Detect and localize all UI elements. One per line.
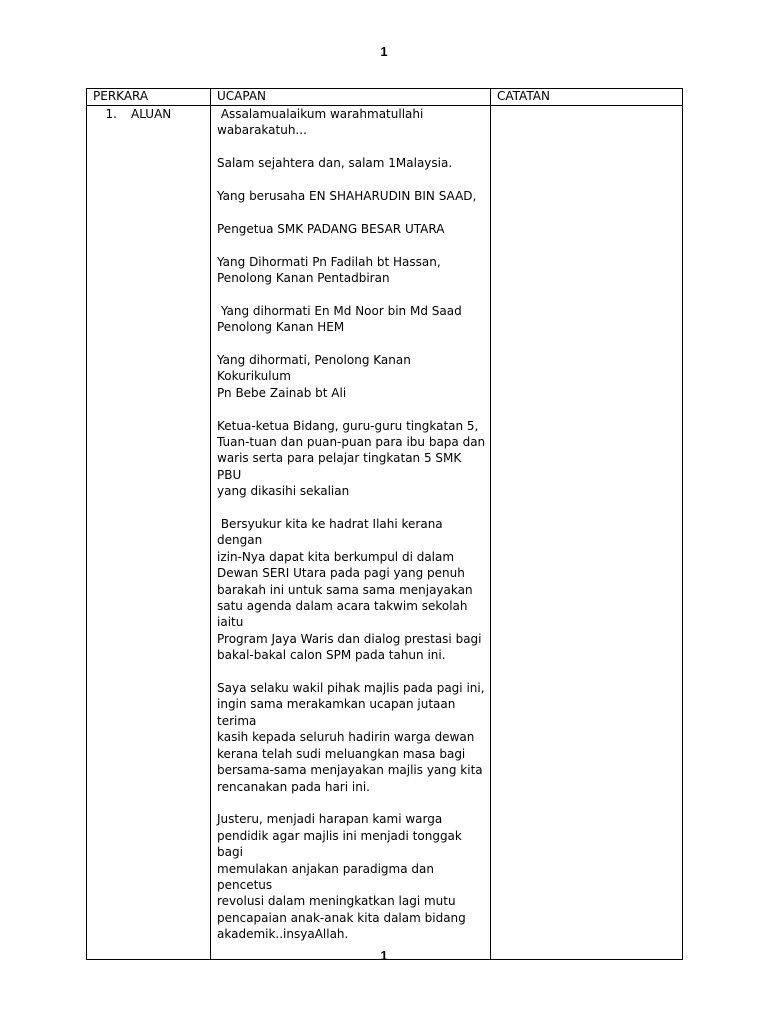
page-number-bottom: 1: [380, 948, 388, 963]
perkara-cell: [87, 106, 211, 960]
page-number-top: 1: [380, 44, 388, 59]
item-number: 1.: [105, 107, 117, 121]
header-perkara: PERKARA: [87, 89, 211, 106]
speech-paragraph: Saya selaku wakil pihak majlis pada pagi ini, ingin sama merakamkan ucapan jutaan terima kasih kepada seluruh hadirin warga dewan kerana telah sudi meluangkan masa bagi bersama-sama menjayakan majlis yang kita rencanakan pada hari ini.: [217, 681, 485, 794]
speech-paragraph: Salam sejahtera dan, salam 1Malaysia.: [217, 156, 453, 171]
catatan-cell: [491, 106, 683, 960]
header-ucapan: UCAPAN: [211, 89, 491, 106]
speech-paragraph: Yang dihormati, Penolong Kanan Kokurikulum Pn Bebe Zainab bt Ali: [217, 353, 411, 400]
table-row: [87, 106, 683, 960]
speech-paragraph: Assalamualaikum warahmatullahi wabarakatuh...: [217, 107, 424, 138]
speech-paragraph: Bersyukur kita ke hadrat Ilahi kerana dengan izin-Nya dapat kita berkumpul di dalam Dewan SERI Utara pada pagi yang penuh barakah ini untuk sama sama menjayakan satu agenda dalam acara takwim sekolah iaitu Program Jaya Waris dan dialog prestasi bagi bakal-bakal calon SPM pada tahun ini.: [217, 517, 482, 663]
speech-paragraph: Yang dihormati En Md Noor bin Md Saad Penolong Kanan HEM: [217, 303, 462, 335]
speech-paragraph: Yang berusaha EN SHAHARUDIN BIN SAAD,: [217, 189, 477, 203]
item-label: ALUAN: [131, 107, 172, 121]
speech-paragraph: Pengetua SMK PADANG BESAR UTARA: [217, 221, 445, 236]
speech-paragraph: Ketua-ketua Bidang, guru-guru tingkatan 5, Tuan-tuan dan puan-puan para ibu bapa dan waris serta para pelajar tingkatan 5 SMK PBU yang dikasihi sekalian: [217, 418, 486, 499]
speech-paragraph: Justeru, menjadi harapan kami warga pendidik agar majlis ini menjadi tonggak bagi memulakan anjakan paradigma dan pencetus revolusi dalam meningkatkan lagi mutu pencapaian anak-anak kita dalam bidang akademik..insyaAllah.: [217, 812, 466, 942]
header-catatan: CATATAN: [491, 89, 683, 106]
table-header-row: [87, 89, 683, 106]
speech-table: [86, 88, 683, 960]
speech-paragraph: Yang Dihormati Pn Fadilah bt Hassan, Penolong Kanan Pentadbiran: [217, 254, 441, 285]
ucapan-cell: [211, 106, 491, 960]
